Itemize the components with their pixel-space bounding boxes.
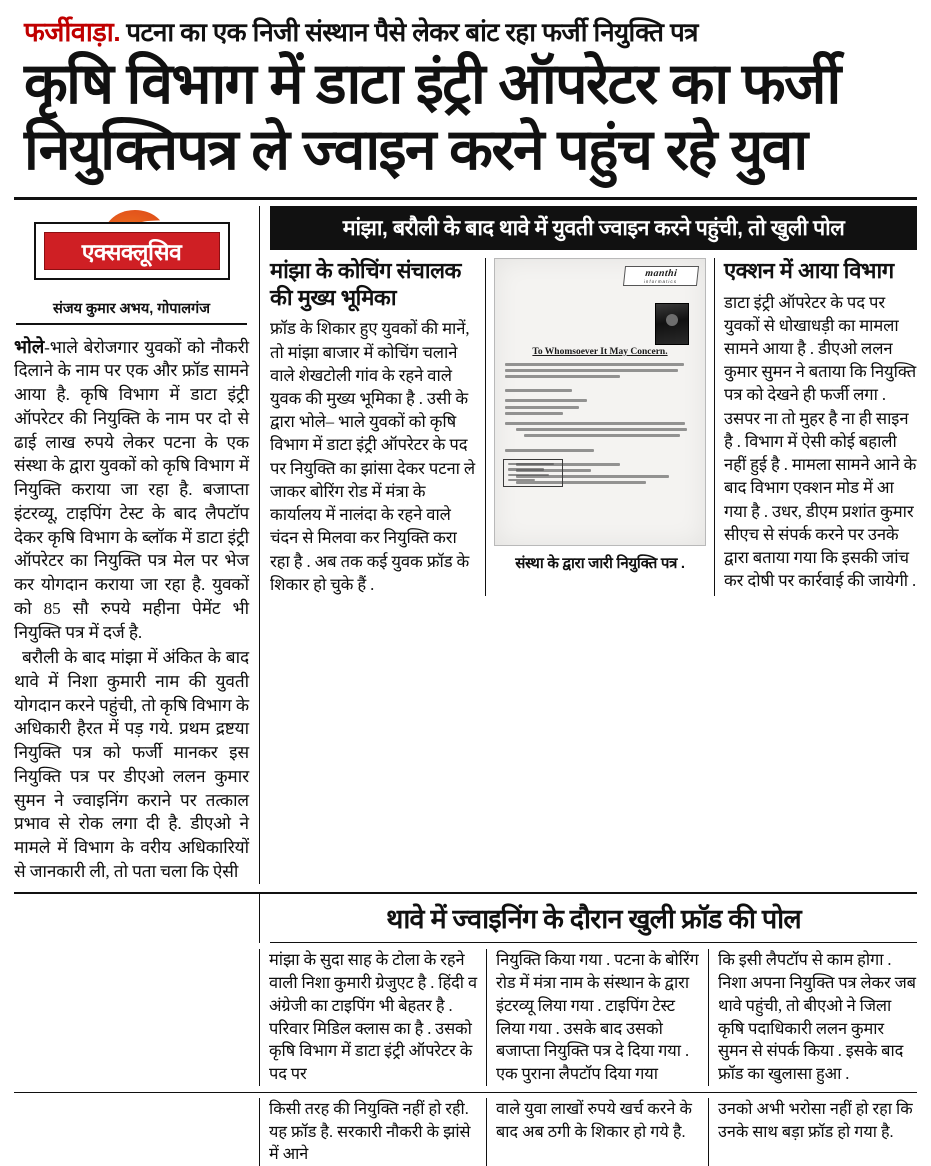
exclusive-logo bbox=[26, 210, 238, 288]
byline: संजय कुमार अभय, गोपालगंज bbox=[53, 300, 210, 317]
main-headline bbox=[10, 51, 921, 183]
logo-red-plate bbox=[44, 232, 220, 270]
lead-paragraph-1-text: -भाले बेरोजगार युवकों को नौकरी दिलाने के नाम पर एक और फ्रॉड सामने आया है. कृषि विभाग में डाटा इंट्री ऑपरेटर की नियुक्ति के नाम पर दो से ढाई लाख रुपये लेकर पटना के एक संस्था के द्वारा युवकों को कृषि विभाग में नियुक्ति कराया जा रहा है. बजाप्ता इंटरव्यू, टाइपिंग टेस्ट के बाद लैपटॉप देकर कृषि विभाग के ब्लॉक में डाटा इंट्री ऑपरेटर का नियुक्ति पत्र मेल पर भेज कर योगदान कराया जा रहा है. युवकों को 85 सौ रुपये महीना पेमेंट भी नियुक्ति पत्र में दर्ज है. bbox=[14, 337, 249, 642]
tail-column-2: वाले युवा लाखों रुपये खर्च करने के बाद अब ठगी के शिकार हो गये है. bbox=[486, 1098, 708, 1165]
passport-photo bbox=[655, 303, 689, 345]
kicker-row bbox=[10, 0, 921, 51]
headline-line-2: नियुक्तिपत्र ले ज्वाइन करने पहुंच रहे युवा bbox=[24, 117, 807, 182]
column-document bbox=[486, 258, 714, 596]
document-stamp-box bbox=[503, 459, 563, 487]
bottom-heading-underline bbox=[270, 942, 917, 943]
coaching-subheading-line-2: की मुख्य भूमिका bbox=[270, 284, 397, 310]
tail-column-3: उनको अभी भरोसा नहीं हो रहा कि उनके साथ बड़ा फ्रॉड हो गया है. bbox=[708, 1098, 917, 1165]
headline-divider bbox=[14, 197, 917, 200]
tail-divider bbox=[14, 1092, 917, 1093]
three-column-block bbox=[270, 258, 917, 596]
tail-column-1: किसी तरह की नियुक्ति नहीं हो रही. यह फ्रॉड है. सरकारी नौकरी के झांसे में आने bbox=[269, 1100, 471, 1164]
bottom-column-1-text: मांझा के सुदा साह के टोला के रहने वाली निशा कुमारी ग्रेजुएट है . हिंदी व अंग्रेजी का टाइपिंग भी बेहतर है . परिवार मिडिल क्लास का है . उसको कृषि विभाग में डाटा इंट्री ऑपरेटर के पद पर bbox=[269, 949, 477, 1084]
column-action bbox=[714, 258, 917, 596]
bottom-section bbox=[10, 894, 921, 1166]
bottom-heading-spacer bbox=[14, 894, 260, 943]
kicker-tag: फर्जीवाड़ा. bbox=[24, 17, 121, 47]
logo-frame bbox=[34, 222, 230, 280]
tail-column-0 bbox=[14, 1098, 260, 1165]
bottom-column-2 bbox=[486, 949, 708, 1087]
lead-article-body bbox=[14, 334, 249, 884]
lead-paragraph-2: बरौली के बाद मांझा में अंकित के बाद थावे में निशा कुमारी नाम की युवती योगदान करने पहुंची, तो कृषि विभाग के अधिकारी हैरत में पड़ गये. प्रथम द्रष्टया नियुक्ति पत्र को फर्जी मानकर इस नियुक्ति पत्र पर डीएओ ललन कुमार सुमन ने ज्वाइनिंग कराने पर तत्काल प्रभाव से रोक लगा दी है. डीएओ ने मामले में विभाग के वरीय अधिकारियों से जानकारी ली, तो पता चला कि ऐसी bbox=[14, 648, 249, 881]
section-banner: मांझा, बरौली के बाद थावे में युवती ज्वाइन करने पहुंची, तो खुली पोल bbox=[270, 206, 917, 250]
byline-divider bbox=[16, 323, 247, 325]
manthi-logo-main: manthi bbox=[644, 267, 678, 279]
document-title: To Whomsoever It May Concern. bbox=[532, 346, 668, 357]
main-content-grid bbox=[10, 206, 921, 884]
lead-dropcap: भोले bbox=[14, 335, 45, 357]
manthi-logo bbox=[623, 266, 699, 286]
column-coaching bbox=[270, 258, 486, 596]
headline-line-1: कृषि विभाग में डाटा इंट्री ऑपरेटर का फर्जी bbox=[24, 52, 840, 116]
coaching-body: फ्रॉड के शिकार हुए युवकों की मानें, तो मांझा बाजार में कोचिंग चलाने वाले शेखटोली गांव के रहने वाले युवक की मुख्य भूमिका है . उसी के द्वारा भोले– भाले युवकों को कृषि विभाग में डाटा इंट्री ऑपरेटर के पद पर नियुक्ति का झांसा देकर पटना ले जाकर बोरिंग रोड में मंत्रा के कार्यालय में नालंदा के रहने वाले चंदन से मिलवा कर नियुक्ति करा रहा है . अब तक कई युवक फ्रॉड के शिकार हो चुके हैं . bbox=[270, 319, 476, 594]
left-rail bbox=[14, 206, 260, 884]
appointment-letter-scan bbox=[494, 258, 706, 546]
bottom-columns bbox=[14, 949, 917, 1087]
kicker-text: पटना का एक निजी संस्थान पैसे लेकर बांट रहा फर्जी नियुक्ति पत्र bbox=[126, 17, 698, 47]
bottom-heading: थावे में ज्वाइनिंग के दौरान खुली फ्रॉड की पोल bbox=[386, 903, 801, 934]
action-body: डाटा इंट्री ऑपरेटर के पद पर युवकों से धोखाधड़ी का मामला सामने आया है . डीएओ ललन कुमार सुमन ने बताया कि नियुक्ति पत्र को देखने ही फर्जी लगा . उसपर ना तो मुहर है ना ही साइन है . विभाग में ऐसी कोई बहाली नहीं हुई है . मामला सामने आने के बाद विभाग एक्शन मोड में आ गया है . उधर, डीएम प्रशांत कुमार सीएच से संपर्क करने पर उनके द्वारा बताया गया कि इसकी जांच कर दोषी पर कार्रवाई की जायेगी . bbox=[724, 292, 917, 591]
bottom-column-3 bbox=[708, 949, 917, 1087]
coaching-subheading bbox=[270, 258, 476, 312]
bottom-heading-row bbox=[14, 894, 917, 943]
document-caption: संस्था के द्वारा जारी नियुक्ति पत्र . bbox=[515, 554, 685, 572]
lead-paragraph-1 bbox=[14, 334, 249, 645]
bottom-column-1 bbox=[260, 949, 486, 1087]
coaching-subheading-line-1: मांझा के कोचिंग संचालक bbox=[270, 257, 461, 283]
bottom-heading-area bbox=[260, 894, 917, 943]
manthi-logo-sub: informatics bbox=[643, 278, 678, 284]
bottom-column-3-text: कि इसी लैपटॉप से काम होगा . निशा अपना नियुक्ति पत्र लेकर जब थावे पहुंची, तो बीएओ ने जिला कृषि पदाधिकारी ललन कुमार सुमन से संपर्क किया . इसके बाद फ्रॉड का खुलासा हुआ . bbox=[718, 949, 916, 1084]
bottom-column-2-text: नियुक्ति किया गया . पटना के बोरिंग रोड में मंत्रा नाम के संस्थान के द्वारा इंटरव्यू लिया गया . टाइपिंग टेस्ट लिया गया . उसके बाद उसको बजाप्ता नियुक्ति पत्र दे दिया गया . एक पुराना लैपटॉप दिया गया bbox=[496, 949, 699, 1084]
tail-columns bbox=[14, 1098, 917, 1165]
logo-word: एक्सक्लूसिव bbox=[81, 238, 182, 265]
right-zone bbox=[260, 206, 917, 884]
action-subheading: एक्शन में आया विभाग bbox=[724, 257, 894, 283]
bottom-column-lead-continued bbox=[14, 949, 260, 1087]
